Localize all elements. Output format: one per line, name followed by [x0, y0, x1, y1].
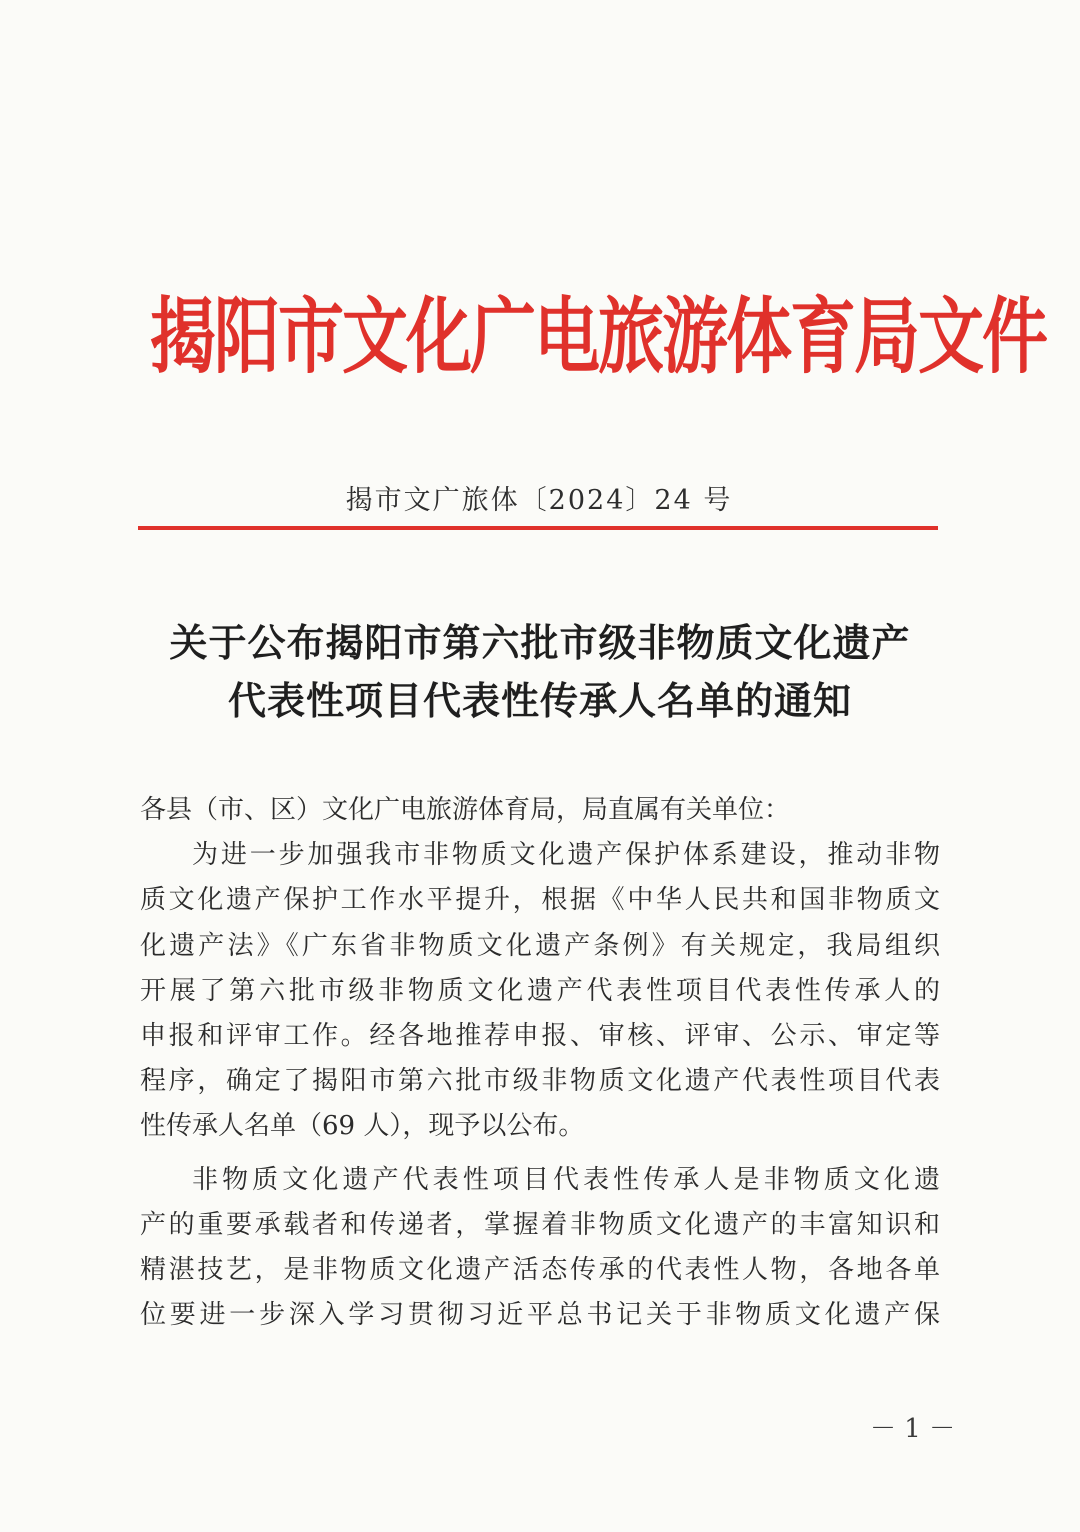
red-separator-line [138, 526, 938, 530]
salutation: 各县（市、区）文化广电旅游体育局，局直属有关单位： [140, 795, 791, 825]
paragraph-2-line: 非物质文化遗产代表性项目代表性传承人是非物质文化遗 [192, 1164, 940, 1195]
notice-title-line-1: 关于公布揭阳市第六批市级非物质文化遗产 [169, 621, 911, 665]
issuing-authority-masthead: 揭阳市文化广电旅游体育局文件 [150, 288, 1046, 385]
paragraph-1-line: 质文化遗产保护工作水平提升，根据《中华人民共和国非物质文 [140, 885, 940, 916]
paragraph-1-line: 开展了第六批市级非物质文化遗产代表性项目代表性传承人的 [140, 975, 940, 1006]
paragraph-1-line: 性传承人名单（69 人），现予以公布。 [140, 1111, 585, 1142]
notice-title-line-2: 代表性项目代表性传承人名单的通知 [227, 679, 852, 723]
paragraph-1-line: 化遗产法》《广东省非物质文化遗产条例》有关规定，我局组织 [140, 930, 940, 961]
notice-title [140, 614, 940, 730]
page-number: － 1 － [870, 1414, 956, 1444]
paragraph-1-line: 为进一步加强我市非物质文化遗产保护体系建设，推动非物 [192, 840, 940, 871]
paragraph-1-line: 程序，确定了揭阳市第六批市级非物质文化遗产代表性项目代表 [140, 1066, 940, 1097]
document-number: 揭市文广旅体〔2024〕24 号 [345, 485, 733, 516]
notice-body [140, 788, 940, 1338]
paragraph-spacer [140, 1150, 940, 1158]
paragraph-2-line: 位要进一步深入学习贯彻习近平总书记关于非物质文化遗产保 [140, 1300, 940, 1331]
paragraph-2-line: 产的重要承载者和传递者，掌握着非物质文化遗产的丰富知识和 [140, 1209, 940, 1240]
paragraph-1-line: 申报和评审工作。经各地推荐申报、审核、评审、公示、审定等 [140, 1021, 940, 1052]
paragraph-2-line: 精湛技艺，是非物质文化遗产活态传承的代表性人物，各地各单 [140, 1255, 940, 1286]
